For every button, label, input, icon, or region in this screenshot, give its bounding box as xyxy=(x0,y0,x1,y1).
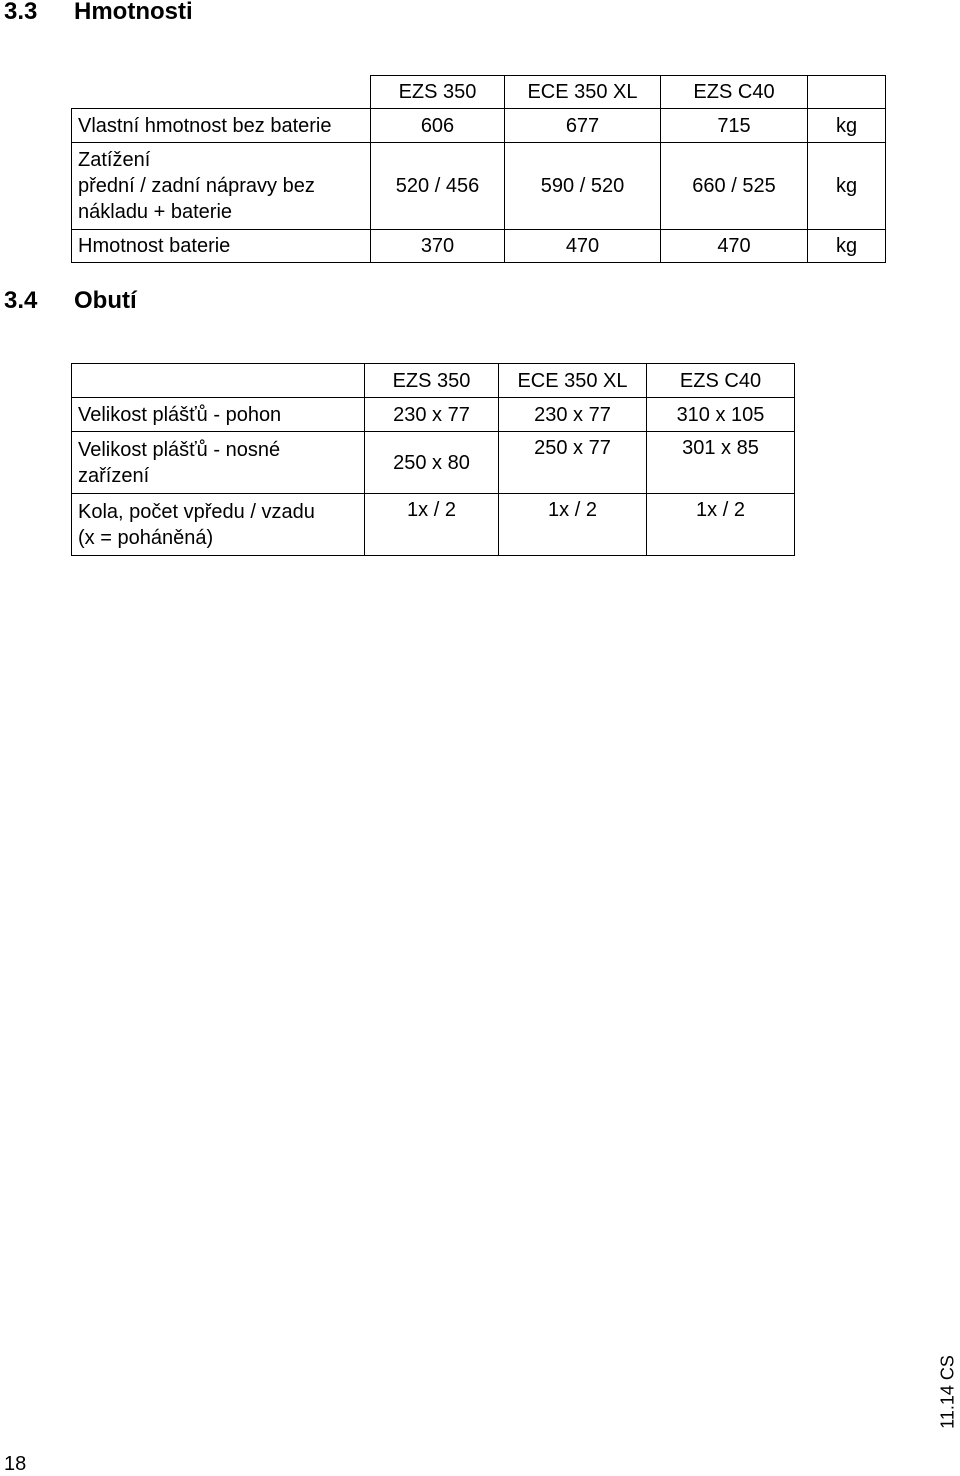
unit-cell: kg xyxy=(808,143,886,230)
row-label xyxy=(72,494,365,556)
table-cell: 250 x 77 xyxy=(499,432,647,494)
table-row xyxy=(72,432,795,494)
page-number: 18 xyxy=(4,1453,27,1475)
row-label-line: nákladu + baterie xyxy=(78,201,233,223)
section-title: Hmotnosti xyxy=(74,0,193,25)
table-cell: 590 / 520 xyxy=(505,143,661,230)
table-cell: 230 x 77 xyxy=(365,398,499,432)
weights-table xyxy=(71,75,886,263)
table-row xyxy=(72,230,886,263)
header-empty-cell xyxy=(72,364,365,398)
table-row xyxy=(72,109,886,143)
row-label-line: zařízení xyxy=(78,464,150,487)
column-header: EZS 350 xyxy=(365,364,499,398)
row-label-line: Hmotnost baterie xyxy=(78,235,231,257)
column-header: EZS 350 xyxy=(371,76,505,109)
row-label-line: Velikost plášťů - nosné xyxy=(78,438,281,461)
header-empty-cell xyxy=(72,76,371,109)
unit-cell: kg xyxy=(808,230,886,263)
column-header: EZS C40 xyxy=(647,364,795,398)
row-label-line: Velikost plášťů - pohon xyxy=(78,403,282,426)
table-cell: 520 / 456 xyxy=(371,143,505,230)
row-label-line: Zatížení xyxy=(78,149,151,171)
footer-date-code: 11.14 CS xyxy=(937,1355,958,1429)
unit-header-cell xyxy=(808,76,886,109)
table-cell: 1x / 2 xyxy=(365,494,499,556)
table-cell: 606 xyxy=(371,109,505,143)
section-number: 3.3 xyxy=(4,0,38,25)
column-header: ECE 350 XL xyxy=(499,364,647,398)
table-cell: 470 xyxy=(505,230,661,263)
column-header: EZS C40 xyxy=(661,76,808,109)
row-label xyxy=(72,398,365,432)
table-row xyxy=(72,398,795,432)
row-label xyxy=(72,109,371,143)
section-heading-weights xyxy=(4,0,193,26)
table-cell: 1x / 2 xyxy=(499,494,647,556)
table-cell: 1x / 2 xyxy=(647,494,795,556)
table-row xyxy=(72,494,795,556)
row-label-line: Vlastní hmotnost bez baterie xyxy=(78,114,332,137)
table-cell: 677 xyxy=(505,109,661,143)
table-row xyxy=(72,143,886,230)
table-cell: 301 x 85 xyxy=(647,432,795,494)
table-cell: 370 xyxy=(371,230,505,263)
tyres-table xyxy=(71,363,795,556)
table-cell: 660 / 525 xyxy=(661,143,808,230)
row-label xyxy=(72,432,365,494)
unit-cell: kg xyxy=(808,109,886,143)
row-label xyxy=(72,143,371,230)
table-cell: 250 x 80 xyxy=(365,432,499,494)
table-header-row xyxy=(72,364,795,398)
row-label-line: Kola, počet vpředu / vzadu xyxy=(78,500,315,523)
table-cell: 715 xyxy=(661,109,808,143)
row-label xyxy=(72,230,371,263)
table-cell: 230 x 77 xyxy=(499,398,647,432)
section-number: 3.4 xyxy=(4,287,38,314)
table-header-row xyxy=(72,76,886,109)
table-cell: 310 x 105 xyxy=(647,398,795,432)
column-header: ECE 350 XL xyxy=(505,76,661,109)
row-label-line: (x = poháněná) xyxy=(78,526,214,549)
table-cell: 470 xyxy=(661,230,808,263)
section-heading-tyres xyxy=(4,287,137,315)
section-title: Obutí xyxy=(74,287,137,314)
row-label-line: přední / zadní nápravy bez xyxy=(78,175,315,197)
